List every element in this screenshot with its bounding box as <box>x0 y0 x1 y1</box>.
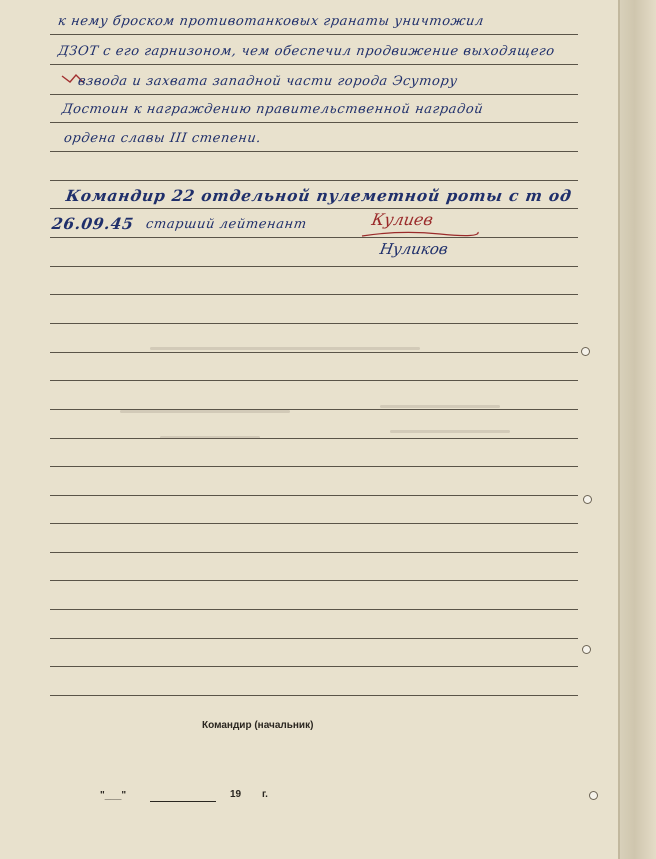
ruled-line <box>50 266 578 267</box>
ruled-line <box>50 180 578 181</box>
punch-hole <box>582 348 589 355</box>
stamp-bleed <box>390 430 510 433</box>
page-fold <box>618 0 620 859</box>
ruled-line <box>50 294 578 295</box>
ruled-line <box>50 34 578 35</box>
punch-hole <box>583 646 590 653</box>
date-underline <box>150 801 216 802</box>
ruled-line <box>50 638 578 639</box>
ruled-line <box>50 352 578 353</box>
handwritten-line-1: к нему броском противотанковых гранаты уничтожил <box>56 14 485 29</box>
stamp-bleed <box>380 405 500 408</box>
ruled-line <box>50 609 578 610</box>
punch-hole <box>584 496 591 503</box>
commander-label: Командир (начальник) <box>202 720 314 731</box>
ruled-line <box>50 94 578 95</box>
signature-rank: старший лейтенант <box>144 217 308 232</box>
ruled-line <box>50 523 578 524</box>
ruled-line <box>50 438 578 439</box>
ruled-line <box>50 495 578 496</box>
ruled-line <box>50 666 578 667</box>
handwritten-line-2: ДЗОТ с его гарнизоном, чем обеспечил продвижение выходящего <box>56 44 556 59</box>
ruled-line <box>50 208 578 209</box>
handwritten-line-4: Достоин к награждению правительственной наградой <box>60 102 485 117</box>
commander-line: Командир 22 отдельной пулеметной роты с т од <box>64 186 574 205</box>
stamp-bleed <box>150 347 420 350</box>
punch-hole <box>590 792 597 799</box>
ruled-line <box>50 380 578 381</box>
ruled-line <box>50 695 578 696</box>
ruled-line <box>50 552 578 553</box>
signature-date: 26.09.45 <box>50 214 136 233</box>
stamp-bleed <box>120 410 290 413</box>
handwritten-line-5: ордена славы III степени. <box>62 131 263 146</box>
year-label: 19 <box>230 789 242 800</box>
signature: Кулиев <box>370 210 435 229</box>
ruled-line <box>50 64 578 65</box>
ruled-line <box>50 151 578 152</box>
date-prefix: "___" <box>100 790 127 801</box>
ruled-line <box>50 122 578 123</box>
year-suffix: г. <box>262 789 268 800</box>
ruled-line <box>50 323 578 324</box>
stamp-bleed <box>160 436 260 439</box>
ruled-line <box>50 237 578 238</box>
ruled-line <box>50 466 578 467</box>
signatory-name: Нуликов <box>378 240 450 258</box>
handwritten-line-3: взвода и захвата западной части города Эсутору <box>76 74 459 89</box>
ruled-line <box>50 580 578 581</box>
